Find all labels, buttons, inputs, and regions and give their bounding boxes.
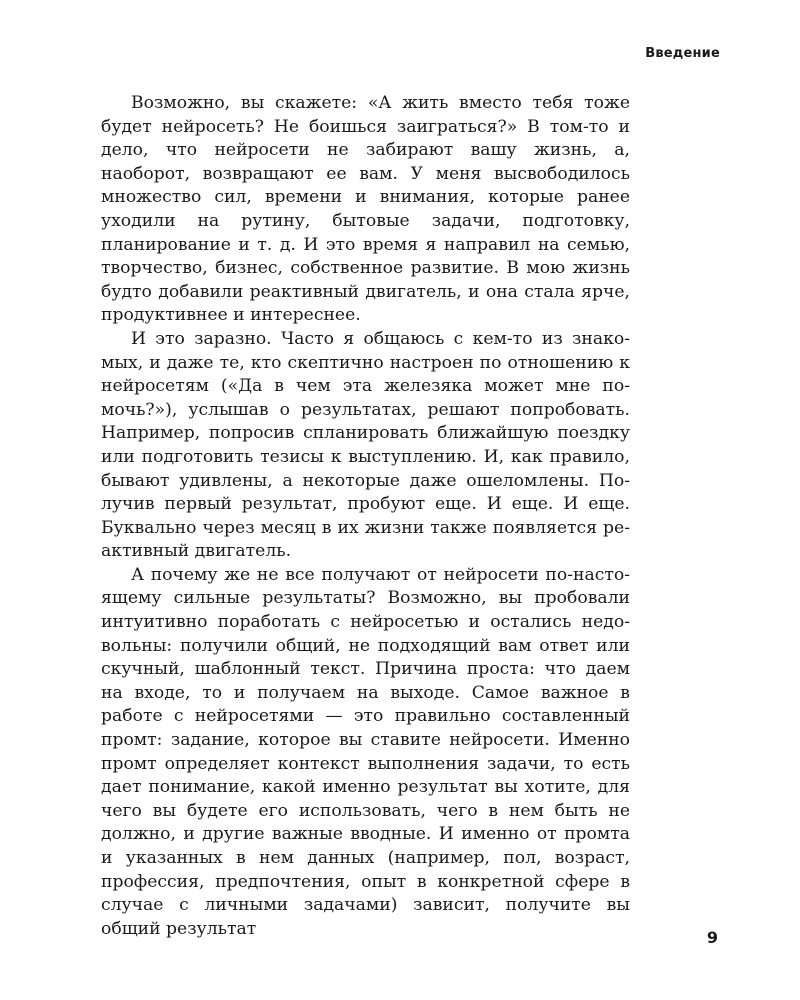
running-head-chapter-title: Введение xyxy=(645,46,720,61)
body-text xyxy=(101,92,630,941)
paragraph-3: А почему же не все получают от нейросети по-настоящему сильные результаты? Возможно, вы пробовали интуитивно поработать с нейросетью и остались недовольны: получили общий, не подходящий вам ответ или скучный, шаблонный текст. Причина проста: что даем на входе, то и получаем на выходе. Самое важное в работе с нейросетями — это правильно составленный промт: задание, которое вы ставите нейросети. Именно промт определяет контекст выполнения задачи, то есть дает понимание, какой именно результат вы хотите, для чего вы будете его использовать, чего в нем быть не должно, и другие важные вводные. И именно от промта и указанных в нем данных (например, пол, возраст, профессия, предпочтения, опыт в конкретной сфере в случае с личными задачами) зависит, получите вы общий результат xyxy=(101,564,630,939)
page-number: 9 xyxy=(706,928,718,947)
paragraph-2: И это заразно. Часто я общаюсь с кем-то из знакомых, и даже те, кто скептично настроен по отношению к нейросетям («Да в чем эта железяка может мне помочь?»), услышав о результатах, решают попробовать. Например, попросив спланировать ближайшую поездку или подготовить тезисы к выступлению. И, как правило, бывают удивлены, а некоторые даже ошеломлены. Получив первый результат, пробуют еще. И еще. И еще. Буквально через месяц в их жизни также появляется реактивный двигатель. xyxy=(101,328,630,562)
paragraph-1: Возможно, вы скажете: «А жить вместо тебя тоже будет нейросеть? Не боишься заиграться?» В том-то и дело, что нейросети не забирают вашу жизнь, а, наоборот, возвращают ее вам. У меня высвободилось множество сил, времени и внимания, которые ранее уходили на рутину, бытовые задачи, подготовку, планирование и т. д. И это время я направил на семью, творчество, бизнес, собственное развитие. В мою жизнь будто добавили реактивный двигатель, и она стала ярче, продуктивнее и интереснее. xyxy=(101,93,630,326)
